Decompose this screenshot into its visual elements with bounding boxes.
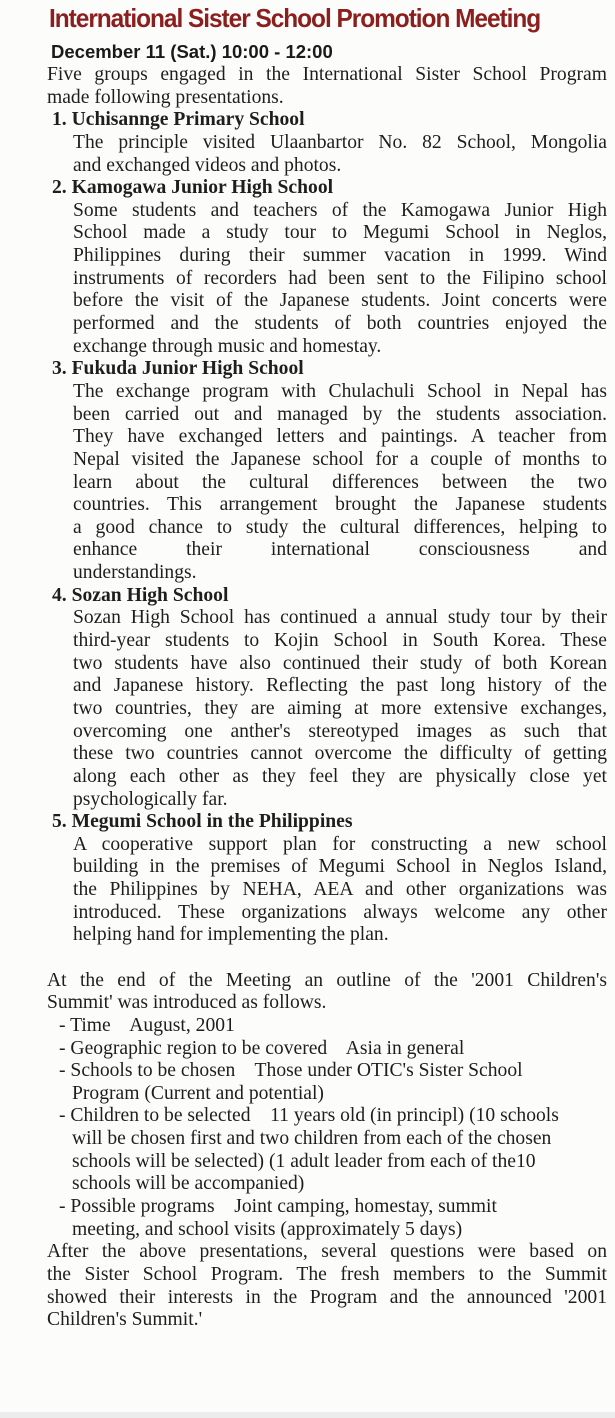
text-line: these two countries cannot overcome the difficulty of getting	[73, 743, 607, 765]
intro-paragraph	[47, 64, 607, 109]
text-line: a good chance to study the cultural differences, helping to	[73, 516, 607, 538]
text-line: and exchanged videos and photos.	[73, 154, 342, 176]
text-line: enhance their international consciousness and	[73, 539, 607, 561]
text-line: At the end of the Meeting an outline of the '2001 Children's	[47, 969, 607, 991]
text-line: The principle visited Ulaanbartor No. 82 School, Mongolia	[73, 131, 607, 153]
presentation-list	[47, 109, 607, 947]
closing-paragraph	[47, 1241, 607, 1332]
text-line: Program (Current and potential)	[72, 1082, 324, 1104]
presentation-text	[47, 834, 607, 947]
presentation-item	[47, 811, 607, 947]
text-line: two students have also continued their study of both Korean	[73, 652, 607, 674]
text-line: Five groups engaged in the International Sister School Program	[47, 64, 607, 85]
document-body	[47, 64, 607, 1332]
text-line: - Children to be selected 11 years old (in principl) (10 schools	[59, 1105, 559, 1127]
text-line: along each other as they feel they are physically close yet	[73, 765, 607, 787]
presentation-item	[47, 177, 607, 358]
text-line: two countries, they are aiming at more extensive exchanges,	[73, 697, 607, 719]
presentation-text	[47, 200, 607, 358]
text-line: overcoming one anther's stereotyped images as such that	[73, 720, 607, 742]
page-title: International Sister School Promotion Meeting	[49, 3, 541, 33]
text-line: After the above presentations, several questions were based on	[47, 1241, 607, 1263]
presentation-item	[47, 109, 607, 177]
text-line: the Philippines by NEHA, AEA and other organizations was	[73, 879, 607, 901]
presentation-text	[47, 607, 607, 811]
meeting-date: December 11 (Sat.) 10:00 - 12:00	[51, 41, 333, 62]
text-line: showed their interests in the Program and the announced '2001	[47, 1286, 607, 1308]
text-line: understandings.	[73, 562, 197, 584]
presentation-heading: 2. Kamogawa Junior High School	[52, 177, 334, 199]
text-line: School made a study tour to Megumi School in Neglos,	[73, 222, 607, 244]
text-line: psychologically far.	[73, 788, 228, 810]
text-line: before the visit of the Japanese students. Joint concerts were	[73, 290, 607, 312]
text-line: and Japanese history. Reflecting the past long history of the	[73, 675, 607, 697]
summit-item-programs	[47, 1196, 607, 1241]
presentation-text	[47, 381, 607, 585]
text-line: - Time August, 2001	[59, 1014, 235, 1036]
presentation-heading: 5. Megumi School in the Philippines	[52, 811, 353, 833]
summit-item-children	[47, 1105, 607, 1196]
page-bottom-edge	[0, 1412, 615, 1418]
text-line: schools will be selected) (1 adult leader from each of the10	[72, 1150, 536, 1172]
text-line: instruments of recorders had been sent to the Filipino school	[73, 267, 607, 289]
paragraph-gap	[47, 947, 607, 970]
text-line: - Possible programs Joint camping, homestay, summit	[59, 1196, 497, 1218]
presentation-heading: 4. Sozan High School	[52, 584, 229, 606]
text-line: meeting, and school visits (approximately 5 days)	[72, 1218, 463, 1240]
text-line: Some students and teachers of the Kamogawa Junior High	[73, 199, 607, 221]
text-line: performed and the students of both countries enjoyed the	[73, 313, 607, 335]
summit-item-schools	[47, 1060, 607, 1105]
text-line: helping hand for implementing the plan.	[73, 924, 389, 946]
text-line: They have exchanged letters and paintings. A teacher from	[73, 426, 607, 448]
text-line: Children's Summit.'	[47, 1309, 203, 1331]
text-line: - Schools to be chosen Those under OTIC's Sister School	[59, 1060, 523, 1082]
summit-item-time	[47, 1015, 607, 1038]
presentation-item	[47, 585, 607, 811]
summit-item-region	[47, 1038, 607, 1061]
text-line: Philippines during their summer vacation in 1999. Wind	[73, 245, 607, 267]
text-line: building in the premises of Megumi School in Neglos Island,	[73, 856, 607, 878]
text-line: made following presentations.	[47, 86, 284, 108]
text-line: been carried out and managed by the students association.	[73, 403, 607, 425]
text-line: Sozan High School has continued a annual study tour by their	[73, 607, 607, 629]
text-line: exchange through music and homestay.	[73, 335, 382, 357]
text-line: schools will be accompanied)	[72, 1173, 305, 1195]
presentation-heading: 3. Fukuda Junior High School	[52, 358, 304, 380]
presentation-heading: 1. Uchisannge Primary School	[52, 109, 305, 131]
summit-outline-list	[47, 1015, 607, 1241]
text-line: A cooperative support plan for constructing a new school	[73, 833, 607, 855]
text-line: third-year students to Kojin School in South Korea. These	[73, 630, 607, 652]
text-line: will be chosen first and two children from each of the chosen	[72, 1128, 552, 1150]
text-line: The exchange program with Chulachuli School in Nepal has	[73, 380, 607, 402]
text-line: Summit' was introduced as follows.	[47, 992, 327, 1014]
summit-intro	[47, 970, 607, 1015]
presentation-text	[47, 132, 607, 177]
text-line: introduced. These organizations always welcome any other	[73, 901, 607, 923]
text-line: Nepal visited the Japanese school for a couple of months to	[73, 448, 607, 470]
text-line: countries. This arrangement brought the Japanese students	[73, 494, 607, 516]
text-line: the Sister School Program. The fresh members to the Summit	[47, 1263, 607, 1285]
text-line: learn about the cultural differences between the two	[73, 471, 607, 493]
text-line: - Geographic region to be covered Asia in general	[59, 1037, 465, 1059]
presentation-item	[47, 358, 607, 584]
